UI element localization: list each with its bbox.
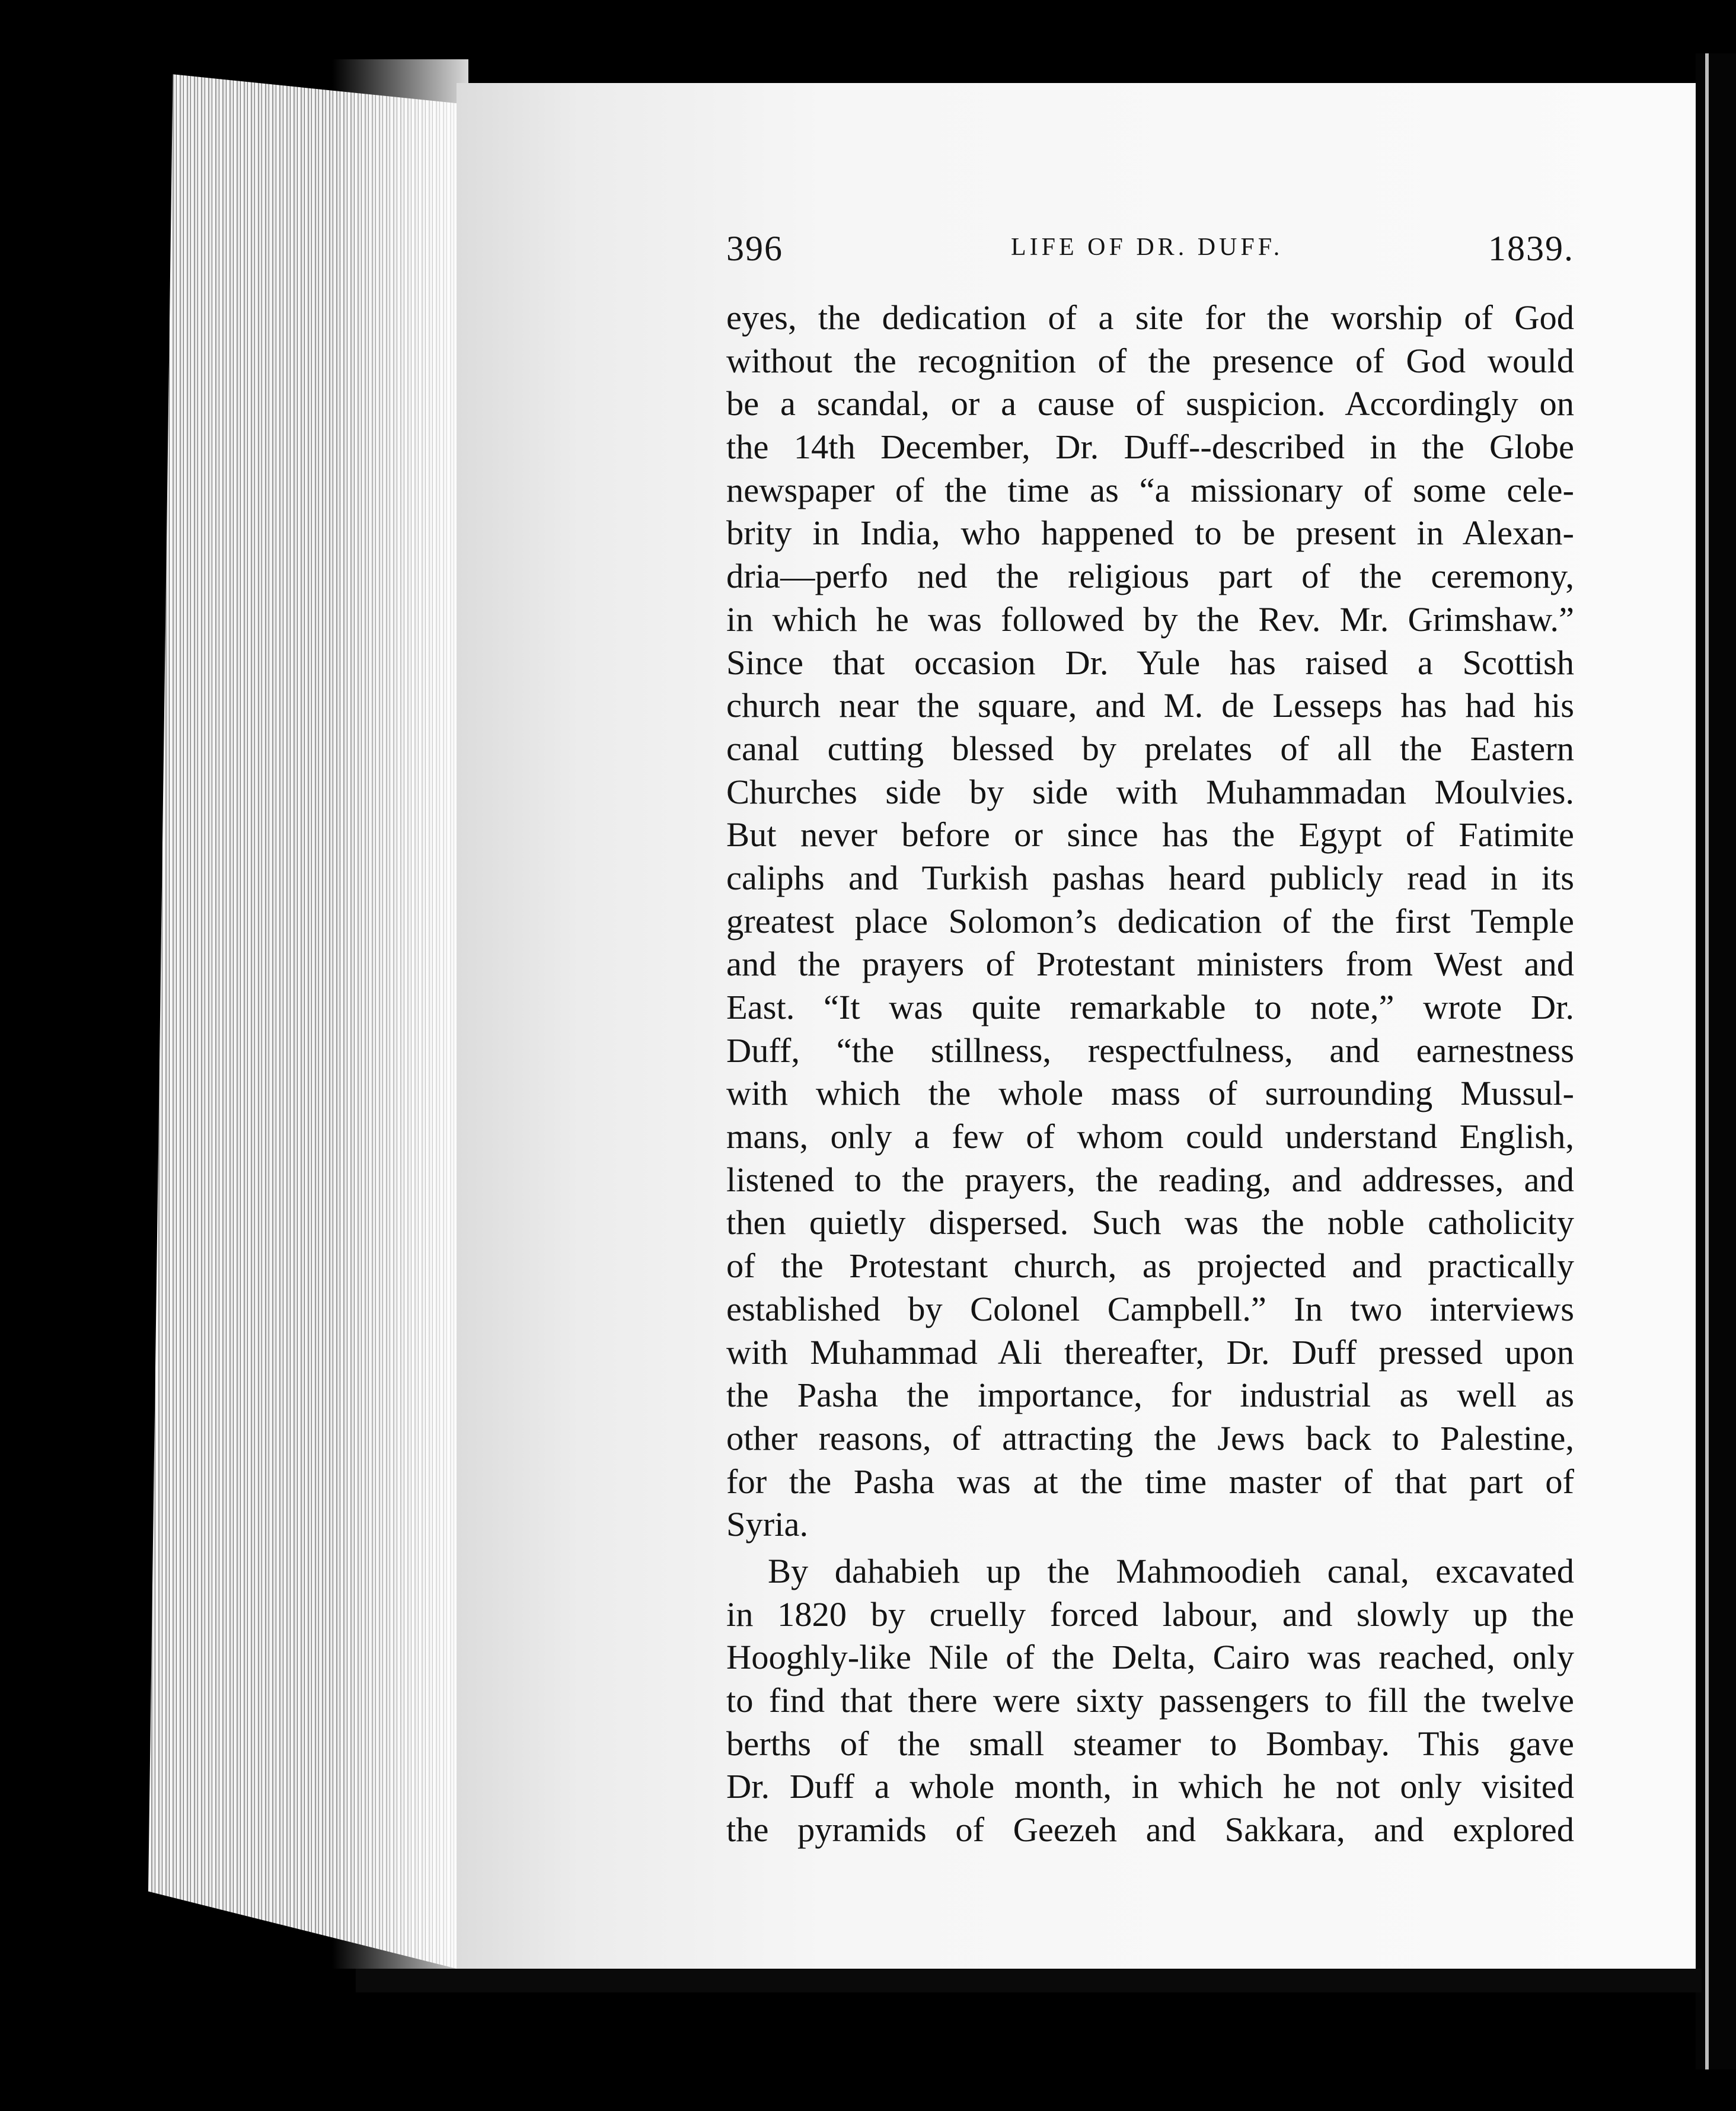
text-line: to find that there were sixty passengers to fill the twelve <box>726 1681 1574 1720</box>
text-line: for the Pasha was at the time master of that part of <box>726 1462 1574 1501</box>
text-line: listened to the prayers, the reading, and addresses, and <box>726 1160 1574 1199</box>
text-line: East. “It was quite remarkable to note,” wrote Dr. <box>726 988 1574 1026</box>
text-line: church near the square, and M. de Lesseps has had his <box>726 686 1574 725</box>
text-line: eyes, the dedication of a site for the worship of God <box>726 298 1574 337</box>
text-line: By dahabieh up the Mahmoodieh canal, excavated <box>768 1551 1574 1590</box>
text-line: with which the whole mass of surrounding Mussul- <box>726 1074 1574 1113</box>
right-border-strip <box>1696 53 1736 2069</box>
text-line: greatest place Solomon’s dedication of the first Temple <box>726 901 1574 940</box>
running-title: LIFE OF DR. DUFF. <box>1011 234 1284 261</box>
bottom-shadow <box>356 1969 1702 1992</box>
text-line: without the recognition of the presence of God would <box>726 341 1574 380</box>
text-line: other reasons, of attracting the Jews back to Palestine, <box>726 1418 1574 1458</box>
paragraph-2 <box>726 1550 1574 1852</box>
text-line: in which he was followed by the Rev. Mr. Grimshaw.” <box>726 600 1574 639</box>
text-line: Dr. Duff a whole month, in which he not only visited <box>726 1767 1574 1806</box>
text-line: in 1820 by cruelly forced labour, and slowly up the <box>726 1595 1574 1634</box>
text-line: canal cutting blessed by prelates of all the Eastern <box>726 729 1574 768</box>
text-line: But never before or since has the Egypt of Fatimite <box>726 815 1574 854</box>
text-line: dria—perfo ned the religious part of the ceremony, <box>726 557 1574 596</box>
paragraph-1 <box>726 296 1574 1546</box>
text-line: the 14th December, Dr. Duff--described in the Globe <box>726 428 1574 467</box>
text-line: established by Colonel Campbell.” In two interviews <box>726 1289 1574 1328</box>
text-line: with Muhammad Ali thereafter, Dr. Duff pressed upon <box>726 1332 1574 1372</box>
text-line: Duff, “the stillness, respectfulness, and earnestness <box>726 1031 1574 1070</box>
text-line: then quietly dispersed. Such was the noble catholicity <box>726 1203 1574 1242</box>
page-edge-shading <box>332 59 468 1969</box>
running-year: 1839. <box>1488 229 1574 268</box>
body-text <box>726 296 1574 1852</box>
text-line: the Pasha the importance, for industrial as well as <box>726 1376 1574 1415</box>
text-line: the pyramids of Geezeh and Sakkara, and explored <box>726 1810 1574 1849</box>
text-line: and the prayers of Protestant ministers from West and <box>726 945 1574 984</box>
text-line: of the Protestant church, as projected and practically <box>726 1246 1574 1286</box>
text-line: Hooghly-like Nile of the Delta, Cairo was reached, only <box>726 1638 1574 1677</box>
text-line: caliphs and Turkish pashas heard publicly read in its <box>726 858 1574 897</box>
text-line: berths of the small steamer to Bombay. This gave <box>726 1724 1574 1763</box>
page-number: 396 <box>726 229 783 268</box>
text-line: newspaper of the time as “a missionary of some cele- <box>726 470 1574 509</box>
text-line: Syria. <box>726 1505 809 1544</box>
text-line: Since that occasion Dr. Yule has raised a Scottish <box>726 643 1574 682</box>
text-line: Churches side by side with Muhammadan Moulvies. <box>726 772 1574 811</box>
running-head <box>726 228 1574 270</box>
text-line: brity in India, who happened to be present in Alexan- <box>726 514 1574 553</box>
text-line: be a scandal, or a cause of suspicion. Accordingly on <box>726 384 1574 423</box>
facing-page-edge <box>1705 53 1709 2069</box>
text-line: mans, only a few of whom could understand English, <box>726 1117 1574 1156</box>
